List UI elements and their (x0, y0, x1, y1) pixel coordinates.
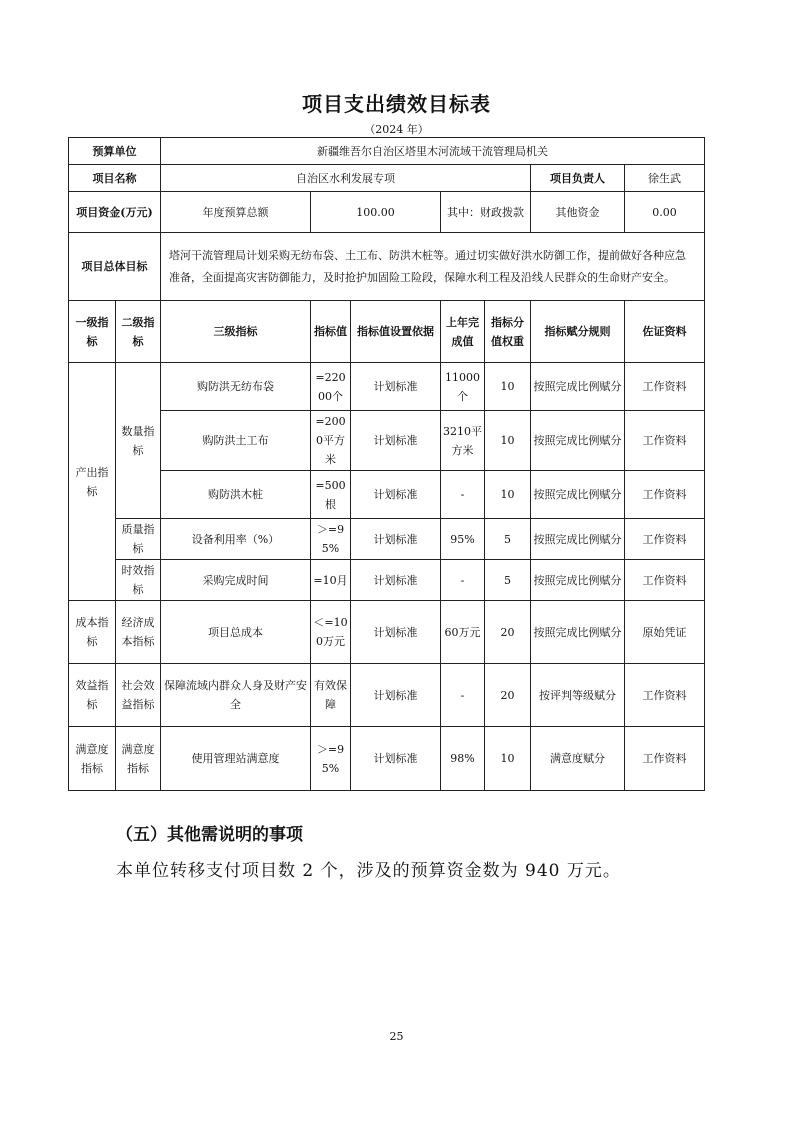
fund-row (69, 192, 705, 233)
indicator-last: 98% (441, 727, 485, 791)
group-quality: 质量指标 (116, 519, 161, 560)
group-quantity: 数量指标 (116, 363, 161, 519)
table-row (69, 471, 705, 519)
indicator-evidence: 工作资料 (625, 560, 705, 601)
group-timeliness: 时效指标 (116, 560, 161, 601)
header-level2: 二级指标 (116, 301, 161, 363)
group-satisfaction: 满意度指标 (69, 727, 116, 791)
indicator-last: 95% (441, 519, 485, 560)
indicator-value: =10月 (311, 560, 351, 601)
indicator-name: 采购完成时间 (161, 560, 311, 601)
owner-label: 项目负责人 (531, 165, 625, 192)
project-row (69, 165, 705, 192)
indicator-basis: 计划标准 (351, 411, 441, 471)
indicator-name: 购防洪无纺布袋 (161, 363, 311, 411)
indicator-basis: 计划标准 (351, 727, 441, 791)
page-number: 25 (389, 1030, 404, 1043)
table-row (69, 519, 705, 560)
indicator-rule: 按照完成比例赋分 (531, 471, 625, 519)
indicator-evidence: 工作资料 (625, 727, 705, 791)
header-value: 指标值 (311, 301, 351, 363)
indicator-last: - (441, 560, 485, 601)
indicator-rule: 按评判等级赋分 (531, 664, 625, 727)
indicator-evidence: 工作资料 (625, 664, 705, 727)
indicator-value: ＞=95% (311, 519, 351, 560)
indicator-weight: 20 (485, 601, 531, 664)
indicator-weight: 5 (485, 560, 531, 601)
goal-label: 项目总体目标 (69, 233, 161, 301)
indicator-evidence: 工作资料 (625, 363, 705, 411)
finance-label: 其中：财政拨款 (441, 192, 531, 233)
goal-row (69, 233, 705, 301)
indicator-last: - (441, 471, 485, 519)
indicator-name: 使用管理站满意度 (161, 727, 311, 791)
other-value: 0.00 (625, 192, 705, 233)
indicator-basis: 计划标准 (351, 560, 441, 601)
indicator-value: ＜=100万元 (311, 601, 351, 664)
indicator-weight: 10 (485, 411, 531, 471)
indicator-name: 购防洪木桩 (161, 471, 311, 519)
group-cost: 成本指标 (69, 601, 116, 664)
indicator-value: =500根 (311, 471, 351, 519)
project-value: 自治区水利发展专项 (161, 165, 531, 192)
indicator-value: =22000个 (311, 363, 351, 411)
indicator-weight: 20 (485, 664, 531, 727)
indicator-rule: 按照完成比例赋分 (531, 601, 625, 664)
table-row (69, 601, 705, 664)
indicator-name: 设备利用率（%） (161, 519, 311, 560)
group-output: 产出指标 (69, 363, 116, 601)
indicator-last: - (441, 664, 485, 727)
indicator-evidence: 原始凭证 (625, 601, 705, 664)
unit-label: 预算单位 (69, 138, 161, 165)
indicator-evidence: 工作资料 (625, 471, 705, 519)
indicator-basis: 计划标准 (351, 601, 441, 664)
unit-value: 新疆维吾尔自治区塔里木河流域干流管理局机关 (161, 138, 705, 165)
group-social-benefit: 社会效益指标 (116, 664, 161, 727)
table-row (69, 664, 705, 727)
indicator-value: ＞=95% (311, 727, 351, 791)
header-row (69, 301, 705, 363)
indicator-evidence: 工作资料 (625, 411, 705, 471)
header-level3: 三级指标 (161, 301, 311, 363)
indicator-last: 60万元 (441, 601, 485, 664)
indicator-last: 3210平方米 (441, 411, 485, 471)
indicator-rule: 按照完成比例赋分 (531, 560, 625, 601)
annual-value: 100.00 (311, 192, 441, 233)
indicator-basis: 计划标准 (351, 363, 441, 411)
table-row (69, 560, 705, 601)
indicator-weight: 10 (485, 727, 531, 791)
section-paragraph: 本单位转移支付项目数 2 个，涉及的预算资金数为 940 万元。 (116, 861, 621, 881)
owner-value: 徐生武 (625, 165, 705, 192)
indicator-name: 保障流域内群众人身及财产安全 (161, 664, 311, 727)
header-weight: 指标分值权重 (485, 301, 531, 363)
indicator-name: 购防洪土工布 (161, 411, 311, 471)
indicator-rule: 按照完成比例赋分 (531, 411, 625, 471)
table-title: 项目支出绩效目标表 (302, 92, 491, 116)
group-satisfaction-2: 满意度指标 (116, 727, 161, 791)
header-rule: 指标赋分规则 (531, 301, 625, 363)
indicator-basis: 计划标准 (351, 471, 441, 519)
indicator-last: 11000个 (441, 363, 485, 411)
indicator-value: =2000平方米 (311, 411, 351, 471)
group-benefit: 效益指标 (69, 664, 116, 727)
performance-table (68, 137, 705, 791)
indicator-name: 项目总成本 (161, 601, 311, 664)
group-econ-cost: 经济成本指标 (116, 601, 161, 664)
indicator-value: 有效保障 (311, 664, 351, 727)
goal-value: 塔河干流管理局计划采购无纺布袋、土工布、防洪木桩等。通过切实做好洪水防御工作，提前做好各种应急准备，全面提高灾害防御能力，及时抢护加固险工险段，保障水利工程及沿线人民群众的生命财产安全。 (161, 233, 705, 301)
table-year: （2024 年） (364, 123, 429, 136)
unit-row (69, 138, 705, 165)
indicator-rule: 满意度赋分 (531, 727, 625, 791)
indicator-rule: 按照完成比例赋分 (531, 363, 625, 411)
fund-label: 项目资金(万元) (69, 192, 161, 233)
table-row (69, 727, 705, 791)
indicator-weight: 5 (485, 519, 531, 560)
annual-label: 年度预算总额 (161, 192, 311, 233)
indicator-rule: 按照完成比例赋分 (531, 519, 625, 560)
other-label: 其他资金 (531, 192, 625, 233)
indicator-basis: 计划标准 (351, 664, 441, 727)
header-evidence: 佐证资料 (625, 301, 705, 363)
header-basis: 指标值设置依据 (351, 301, 441, 363)
section-heading: （五）其他需说明的事项 (116, 825, 303, 845)
table-row (69, 411, 705, 471)
indicator-weight: 10 (485, 363, 531, 411)
header-last: 上年完成值 (441, 301, 485, 363)
header-level1: 一级指标 (69, 301, 116, 363)
indicator-evidence: 工作资料 (625, 519, 705, 560)
indicator-weight: 10 (485, 471, 531, 519)
project-label: 项目名称 (69, 165, 161, 192)
indicator-basis: 计划标准 (351, 519, 441, 560)
table-row (69, 363, 705, 411)
